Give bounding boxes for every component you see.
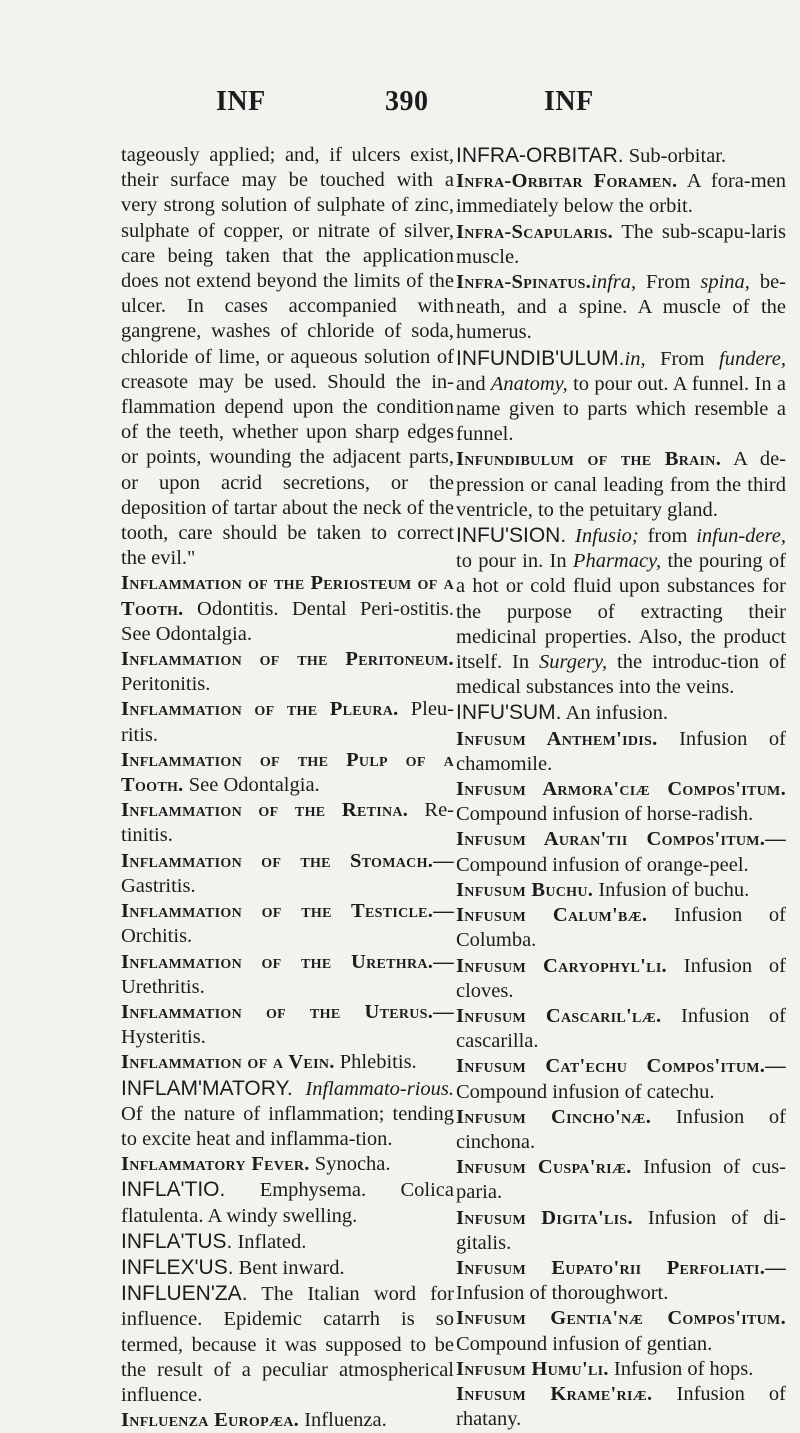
entry-term: Infra-Spinatus. xyxy=(456,271,592,294)
entry-term: Infra-Orbitar Foramen. xyxy=(456,170,678,193)
entry-text: Sub-orbitar. xyxy=(623,145,727,167)
dictionary-entry xyxy=(456,903,786,953)
dictionary-entry xyxy=(456,169,786,219)
left-guide-word: INF xyxy=(216,86,266,117)
entry-headword: INFU'SUM. xyxy=(456,701,562,725)
dictionary-entry xyxy=(121,1050,454,1075)
entry-term: Infusum Auran'tii Compos'itum.— xyxy=(456,828,786,851)
dictionary-entry xyxy=(456,143,786,169)
dictionary-entry xyxy=(456,1054,786,1104)
entry-text: Infusion of chamomile. xyxy=(456,727,786,775)
entry-term: Inflammation of the Pleura. xyxy=(121,698,399,721)
entry-text: the pouring of a hot or cold fluid upon substances for the purpose of extracting their medicinal properties. Also, the product itself. In xyxy=(456,550,786,674)
entry-text: A de-pression or canal leading from the third ventricle, to the petuitary gland. xyxy=(456,448,787,521)
entry-italic: infun-dere, xyxy=(696,525,786,548)
entry-headword: INFLEX'US. xyxy=(121,1255,234,1279)
entry-text: Phlebitis. xyxy=(334,1051,417,1074)
entry-term: Inflammation of the Testicle.— xyxy=(121,900,454,923)
entry-term: Infusum Calum'bæ. xyxy=(456,904,648,927)
entry-text: Re-tinitis. xyxy=(121,799,454,847)
dictionary-entry xyxy=(121,697,454,747)
dictionary-entry xyxy=(456,1256,786,1306)
entry-text: The sub-scapu-laris muscle. xyxy=(456,220,786,268)
entry-term: Infusum Cuspa'riæ. xyxy=(456,1156,632,1179)
entry-text: to pour out. A funnel. In xyxy=(567,372,777,395)
entry-text: Gastritis. xyxy=(121,874,196,897)
dictionary-entry xyxy=(456,220,786,270)
dictionary-entry xyxy=(121,849,454,899)
entry-headword: INFLA'TIO. xyxy=(121,1178,226,1202)
entry-text: Infusion of di-gitalis. xyxy=(456,1206,786,1254)
entry-term: Inflammation of the Pulp of a Tooth. xyxy=(121,748,454,797)
entry-text: A fora-men immediately below the orbit. xyxy=(456,170,786,218)
entry-text: Compound infusion of orange-peel. xyxy=(456,853,749,876)
entry-term: Inflammation of the Retina. xyxy=(121,799,409,822)
entry-term: Inflammation of the Uterus.— xyxy=(121,1000,454,1023)
dictionary-entry xyxy=(456,700,786,726)
entry-text: The Italian word for influence. Epidemic catarrh is so termed, because it was supposed to be the result of a peculiar atmospherical influence. xyxy=(121,1283,454,1406)
entry-headword: INFLUEN'ZA. xyxy=(121,1282,248,1306)
dictionary-entry xyxy=(121,1152,454,1177)
entry-term: Infusum Armora'ciæ Compos'itum. xyxy=(456,778,786,801)
dictionary-entry xyxy=(456,346,786,448)
entry-text: Compound infusion of horse-radish. xyxy=(456,803,754,826)
dictionary-entry xyxy=(456,523,786,700)
entry-headword: INFLA'TUS. xyxy=(121,1229,233,1253)
dictionary-entry xyxy=(456,727,786,777)
entry-text: Odontitis. Dental Peri-ostitis. See Odontalgia. xyxy=(121,597,454,645)
entry-text: the introduc-tion of medical substances into the veins. xyxy=(456,651,786,699)
entry-text: Of the nature of inflammation; tending to excite heat and inflamma-tion. xyxy=(121,1102,454,1150)
page-number: 390 xyxy=(385,86,429,117)
dictionary-entry xyxy=(456,1206,786,1256)
entry-text: and xyxy=(456,372,491,395)
entry-term: Inflammation of the Urethra.— xyxy=(121,950,454,973)
entry-text: a name given to parts which resemble a funnel. xyxy=(456,372,786,446)
entry-italic: spina, xyxy=(700,271,750,294)
right-column xyxy=(456,143,786,1432)
entry-headword: INFU'SION. xyxy=(456,524,567,548)
dictionary-entry xyxy=(456,447,786,523)
dictionary-entry xyxy=(456,827,786,877)
entry-text: Infusion of cascarilla. xyxy=(456,1004,786,1053)
dictionary-entry xyxy=(456,777,786,827)
entry-text: to pour in. In xyxy=(456,550,573,573)
dictionary-entry xyxy=(456,1357,786,1382)
dictionary-entry xyxy=(456,954,786,1004)
dictionary-entry xyxy=(456,878,786,903)
entry-text: Pleu-ritis. xyxy=(121,698,454,746)
entry-text: Compound infusion of catechu. xyxy=(456,1080,715,1103)
dictionary-entry xyxy=(456,1382,786,1432)
entry-headword: INFUNDIB'ULUM. xyxy=(456,346,625,370)
entry-text: Peritonitis. xyxy=(121,673,211,696)
entry-term: Infusum Buchu. xyxy=(456,878,594,901)
entry-text: Bent inward. xyxy=(233,1256,345,1279)
entry-term: Infusum Caryophyl'li. xyxy=(456,954,667,977)
dictionary-entry xyxy=(121,571,454,647)
dictionary-entry xyxy=(121,798,454,848)
entry-text: a spine. A muscle of the humerus. xyxy=(456,296,786,344)
dictionary-entry xyxy=(456,1306,786,1356)
entry-term: Infusum Cat'echu Compos'itum.— xyxy=(456,1055,786,1078)
dictionary-entry xyxy=(121,1229,454,1255)
entry-italic: Pharmacy, xyxy=(572,550,662,573)
dictionary-entry xyxy=(121,143,454,571)
entry-italic: in, xyxy=(624,347,646,370)
dictionary-entry xyxy=(121,1255,454,1281)
entry-term: Infusum Krame'riæ. xyxy=(456,1382,653,1405)
right-guide-word: INF xyxy=(544,86,594,117)
entry-term: Infusum Humu'li. xyxy=(456,1357,609,1380)
dictionary-entry xyxy=(121,647,454,697)
entry-text: Infusion of hops. xyxy=(608,1357,754,1380)
entry-text: Urethritis. xyxy=(121,975,205,998)
dictionary-entry xyxy=(121,748,454,798)
entry-text: An infusion. xyxy=(561,702,669,725)
dictionary-entry xyxy=(121,950,454,1000)
entry-term: Infra-Scapularis. xyxy=(456,220,613,243)
dictionary-entry xyxy=(456,1004,786,1054)
entry-term: Infusum Digita'lis. xyxy=(456,1206,633,1229)
entry-text: Infusion of cinchona. xyxy=(456,1105,787,1153)
dictionary-entry xyxy=(121,1408,454,1433)
entry-italic: Anatomy, xyxy=(490,372,568,395)
dictionary-entry xyxy=(121,1281,454,1408)
entry-text: Infusion of buchu. xyxy=(593,878,750,901)
entry-text: Orchitis. xyxy=(121,925,193,948)
entry-text: Infusion of thoroughwort. xyxy=(456,1282,669,1305)
entry-text: From xyxy=(645,347,719,370)
entry-term: Infundibulum of the Brain. xyxy=(456,448,722,471)
dictionary-entry xyxy=(121,899,454,949)
entry-text: Infusion of rhatany. xyxy=(456,1382,786,1431)
running-header xyxy=(0,86,800,126)
entry-text: Infusion of cus-paria. xyxy=(456,1156,787,1204)
entry-term: Inflammation of the Stomach.— xyxy=(121,849,454,872)
entry-italic: Inflammato-rious. xyxy=(292,1077,454,1100)
entry-text: From xyxy=(636,271,701,294)
entry-term: Infusum Cincho'næ. xyxy=(456,1105,652,1128)
entry-term: Infusum Eupato'rii Perfoliati.— xyxy=(456,1256,786,1279)
entry-term: Inflammatory Fever. xyxy=(121,1153,310,1176)
dictionary-entry xyxy=(456,1155,786,1205)
entry-italic: fundere, xyxy=(719,347,786,370)
entry-italic: infra, xyxy=(591,271,637,294)
entry-text: Emphysema. Colica flatulenta. A windy swelling. xyxy=(121,1179,454,1227)
entry-text: be-neath, and xyxy=(456,271,786,319)
dictionary-entry xyxy=(456,1105,786,1155)
entry-term: Inflammation of the Periosteum of a Tooth. xyxy=(121,572,454,620)
dictionary-entry xyxy=(121,1000,454,1050)
entry-text: Infusion of cloves. xyxy=(456,954,786,1002)
dictionary-entry xyxy=(121,1177,454,1228)
entry-text: Compound infusion of gentian. xyxy=(456,1332,713,1355)
entry-text: See Odontalgia. xyxy=(183,774,320,797)
entry-text: Influenza. xyxy=(299,1409,387,1432)
entry-term: Influenza Europæa. xyxy=(121,1409,300,1432)
entry-term: Inflammation of the Peritoneum. xyxy=(121,648,454,671)
entry-italic: Infusio; xyxy=(566,525,639,548)
entry-term: Infusum Anthem'idis. xyxy=(456,727,658,750)
entry-term: Inflammation of a Vein. xyxy=(121,1051,335,1074)
dictionary-entry xyxy=(456,270,786,346)
dictionary-entry xyxy=(121,1076,454,1153)
entry-term: Infusum Cascaril'læ. xyxy=(456,1004,662,1027)
entry-text: Inflated. xyxy=(232,1230,307,1253)
entry-text: Synocha. xyxy=(309,1153,391,1176)
entry-text: Hysteritis. xyxy=(121,1026,206,1049)
entry-headword: INFRA-ORBITAR. xyxy=(456,144,624,167)
left-column xyxy=(121,143,454,1433)
entry-term: Infusum Gentia'næ Compos'itum. xyxy=(456,1307,786,1330)
entry-text: Infusion of Columba. xyxy=(456,904,786,952)
entry-text: from xyxy=(638,525,697,548)
entry-italic: Surgery, xyxy=(539,651,608,674)
entry-headword: INFLAM'MATORY. xyxy=(121,1076,293,1100)
entry-text: tageously applied; and, if ulcers exist, their surface may be touched with a very strong solution of sulphate of zinc, sulphate of copper, or nitrate of silver, care being taken that the application does not extend beyond the limits of the ulcer. In cases accompanied with gangrene, washes of chloride of soda, chloride of lime, or aqueous solution of creasote may be used. Should the in-flammation depend upon the condition of the teeth, whether upon sharp edges or points, wounding the adjacent parts, or upon acrid secretions, or the deposition of tartar about the neck of the tooth, care should be taken to correct the evil." xyxy=(121,144,455,570)
